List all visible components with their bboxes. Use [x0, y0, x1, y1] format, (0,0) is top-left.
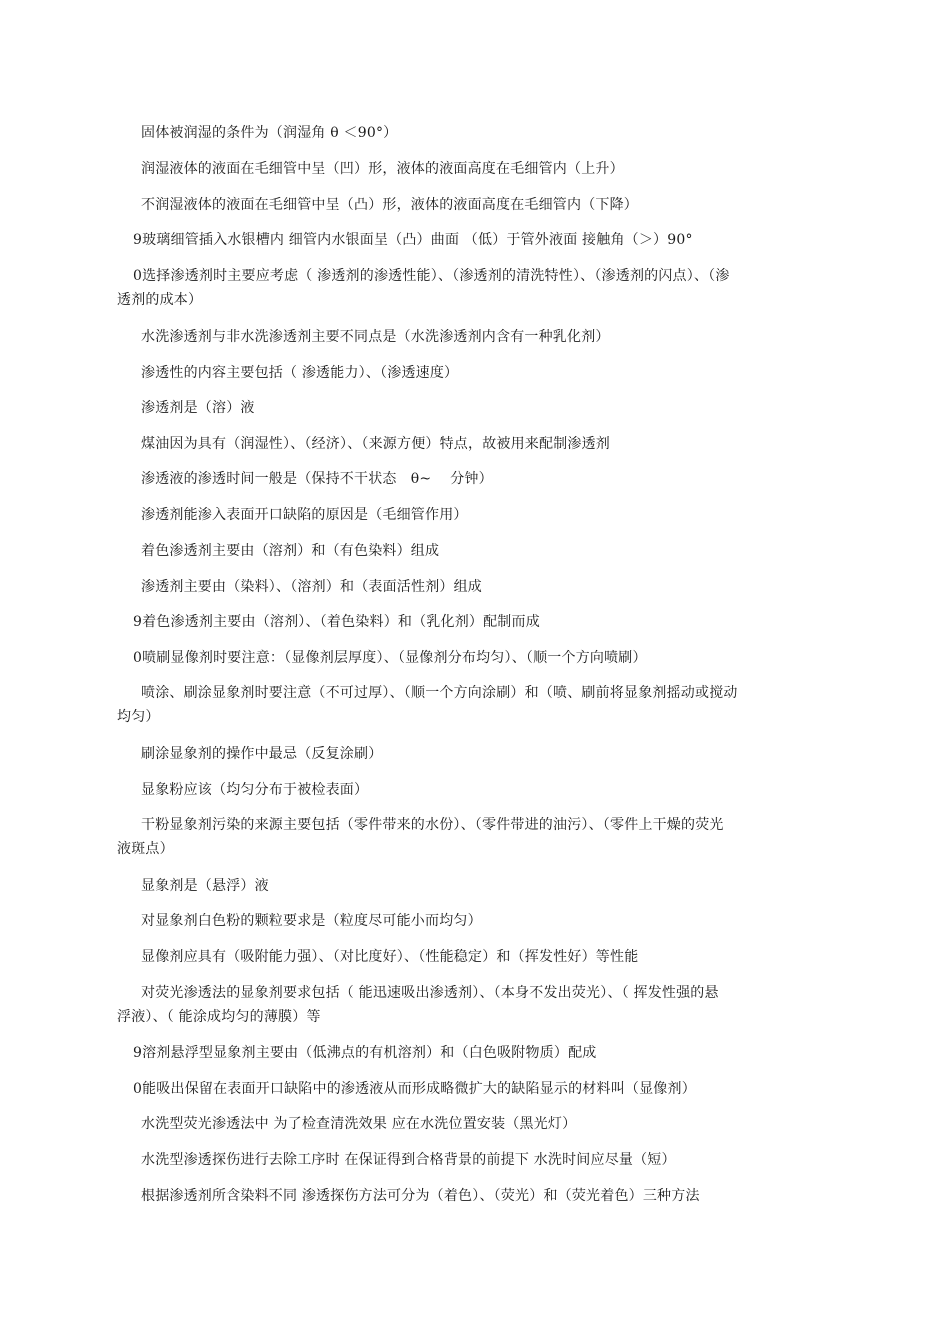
text-line: 润湿液体的液面在毛细管中呈（凹）形，液体的液面高度在毛细管内（上升） [141, 161, 624, 177]
text-line: 显象剂是（悬浮）液 [141, 878, 269, 894]
text-line: 固体被润湿的条件为（润湿角 θ ＜90°） [141, 125, 398, 141]
text-line: 对显象剂白色粉的颗粒要求是（粒度尽可能小而均匀） [141, 913, 482, 929]
text-line: 显像剂应具有（吸附能力强）、（对比度好）、（性能稳定）和（挥发性好）等性能 [141, 949, 639, 965]
text-line: 浮液）、（ 能涂成均匀的薄膜）等 [117, 1009, 321, 1025]
text-line: 渗透剂是（溶）液 [141, 400, 255, 416]
text-line: 显象粉应该（均匀分布于被检表面） [141, 782, 369, 798]
text-line: 着色渗透剂主要由（溶剂）和（有色染料）组成 [141, 543, 440, 559]
text-line: 煤油因为具有（润湿性）、（经济）、（来源方便）特点，故被用来配制渗透剂 [141, 436, 610, 452]
text-line: 刷涂显象剂的操作中最忌（反复涂刷） [141, 746, 383, 762]
text-line: 渗透剂能渗入表面开口缺陷的原因是（毛细管作用） [141, 507, 468, 523]
text-line: 0喷刷显像剂时要注意：（显像剂层厚度）、（显像剂分布均匀）、（顺一个方向喷刷） [133, 650, 647, 666]
text-line: 透剂的成本） [117, 292, 203, 308]
text-line: 喷涂、刷涂显象剂时要注意（不可过厚）、（顺一个方向涂刷）和（喷、刷前将显象剂摇动或搅动 [141, 685, 738, 701]
text-line: 液斑点） [117, 841, 174, 857]
text-line: 干粉显象剂污染的来源主要包括（零件带来的水份）、（零件带进的油污）、（零件上干燥的荧光 [141, 817, 724, 833]
text-line: 0能吸出保留在表面开口缺陷中的渗透液从而形成略微扩大的缺陷显示的材料叫（显像剂） [133, 1081, 696, 1097]
text-line: 渗透性的内容主要包括（ 渗透能力）、（渗透速度） [141, 365, 459, 381]
text-line: 水洗型荧光渗透法中 为了检查清洗效果 应在水洗位置安装（黑光灯） [141, 1116, 577, 1132]
text-line: 渗透剂主要由（染料）、（溶剂）和（表面活性剂）组成 [141, 579, 482, 595]
text-line: 对荧光渗透法的显象剂要求包括（ 能迅速吸出渗透剂）、（本身不发出荧光）、（ 挥发性强的悬 [141, 985, 719, 1001]
text-line: 不润湿液体的液面在毛细管中呈（凸）形，液体的液面高度在毛细管内（下降） [141, 197, 638, 213]
text-line: 0选择渗透剂时主要应考虑（ 渗透剂的渗透性能）、（渗透剂的清洗特性）、（渗透剂的闪点）、（渗 [133, 268, 730, 284]
text-line: 渗透液的渗透时间一般是（保持不干状态 θ~ 分钟） [141, 471, 493, 487]
text-line: 9玻璃细管插入水银槽内 细管内水银面呈（凸）曲面 （低）于管外液面 接触角（＞）90° [133, 232, 693, 248]
text-line: 水洗渗透剂与非水洗渗透剂主要不同点是（水洗渗透剂内含有一种乳化剂） [141, 329, 610, 345]
text-line: 均匀） [117, 709, 160, 725]
text-line: 9着色渗透剂主要由（溶剂）、（着色染料）和（乳化剂）配制而成 [133, 614, 540, 630]
text-line: 水洗型渗透探伤进行去除工序时 在保证得到合格背景的前提下 水洗时间应尽量（短） [141, 1152, 676, 1168]
text-line: 9溶剂悬浮型显象剂主要由（低沸点的有机溶剂）和（白色吸附物质）配成 [133, 1045, 597, 1061]
text-line: 根据渗透剂所含染料不同 渗透探伤方法可分为（着色）、（荧光）和（荧光着色）三种方法 [141, 1188, 700, 1204]
